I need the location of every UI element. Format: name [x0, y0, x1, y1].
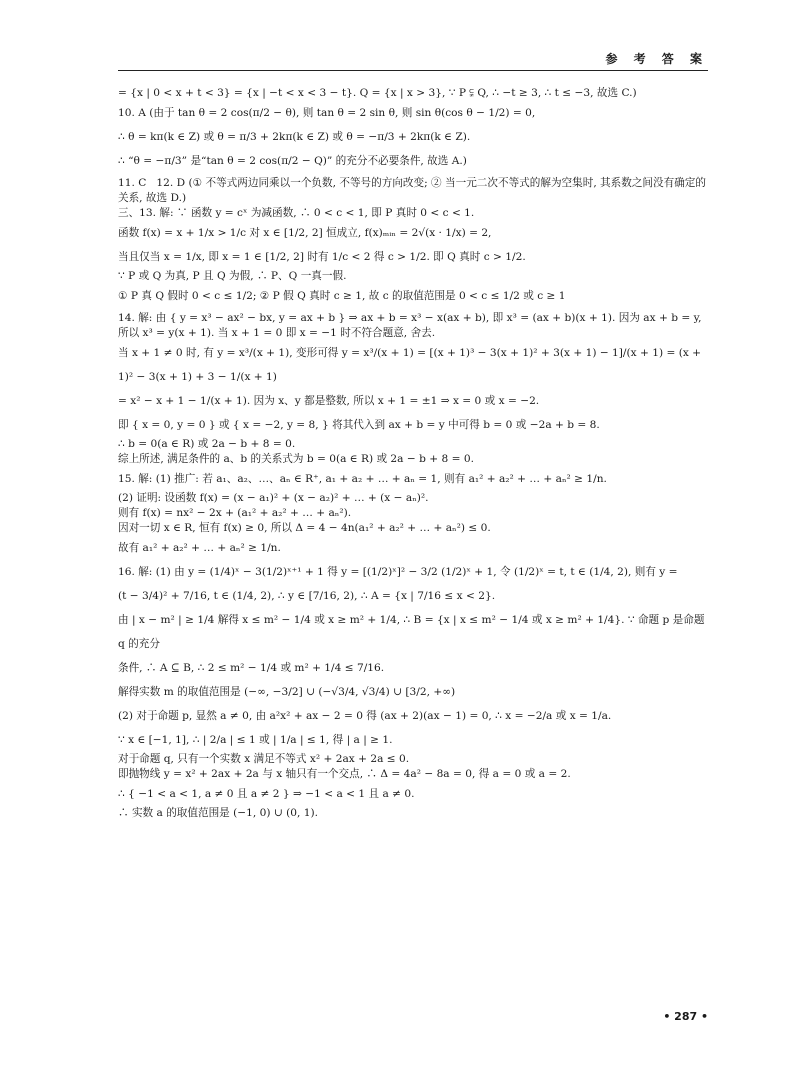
- text-line: 解得实数 m 的取值范围是 (−∞, −3/2] ∪ (−√3/4, √3/4) ∪ [3/2, +∞): [118, 686, 456, 698]
- text-line: 16. 解: (1) 由 y = (1/4)ˣ − 3(1/2)ˣ⁺¹ + 1 得 y = [(1/2)ˣ]² − 3/2 (1/2)ˣ + 1, 令 (1/2)ˣ = t, t ∈ (1/4, 2), 则有 y =: [118, 566, 678, 578]
- text-line: 15. 解: (1) 推广: 若 a₁、a₂、…、aₙ ∈ R⁺, a₁ + a₂ + … + aₙ = 1, 则有 a₁² + a₂² + … + aₙ² ≥ 1/n.: [118, 473, 607, 485]
- text-line: 则有 f(x) = nx² − 2x + (a₁² + a₂² + … + aₙ²).: [118, 507, 352, 519]
- text-line: 即 { x = 0, y = 0 } 或 { x = −2, y = 8, } 将其代入到 ax + b = y 中可得 b = 0 或 −2a + b = 8.: [118, 419, 600, 431]
- text-line: 对于命题 q, 只有一个实数 x 满足不等式 x² + 2ax + 2a ≤ 0.: [118, 753, 410, 765]
- text-line: 条件, ∴ A ⊆ B, ∴ 2 ≤ m² − 1/4 或 m² + 1/4 ≤ 7/16.: [118, 662, 385, 674]
- page-header: [118, 44, 708, 71]
- text-line: ∴ b = 0(a ∈ R) 或 2a − b + 8 = 0.: [118, 438, 296, 450]
- text-line: 三、13. 解: ∵ 函数 y = cˣ 为减函数, ∴ 0 < c < 1, 即 P 真时 0 < c < 1.: [118, 207, 475, 219]
- text-line: = x² − x + 1 − 1/(x + 1). 因为 x、y 都是整数, 所以 x + 1 = ±1 ⇒ x = 0 或 x = −2.: [118, 395, 540, 407]
- text-line: 故有 a₁² + a₂² + … + aₙ² ≥ 1/n.: [118, 542, 281, 554]
- text-line: 函数 f(x) = x + 1/x > 1/c 对 x ∈ [1/2, 2] 恒成立, f(x)ₘᵢₙ = 2√(x · 1/x) = 2,: [118, 227, 492, 239]
- page-number: • 287 •: [663, 1010, 708, 1023]
- text-line: (t − 3/4)² + 7/16, t ∈ (1/4, 2), ∴ y ∈ [7/16, 2), ∴ A = {x | 7/16 ≤ x < 2}.: [118, 590, 496, 602]
- text-line: 由 | x − m² | ≥ 1/4 解得 x ≤ m² − 1/4 或 x ≥ m² + 1/4, ∴ B = {x | x ≤ m² − 1/4 或 x ≥ m² + 1/4}. ∵ 命题 p 是命题 q 的充分: [118, 614, 708, 650]
- text-line: ∴ { −1 < a < 1, a ≠ 0 且 a ≠ 2 } ⇒ −1 < a < 1 且 a ≠ 0.: [118, 788, 415, 800]
- text-line: ∴ “θ = −π/3” 是“tan θ = 2 cos(π/2 − Q)” 的充分不必要条件, 故选 A.): [118, 155, 467, 167]
- text-line: 10. A (由于 tan θ = 2 cos(π/2 − θ), 则 tan θ = 2 sin θ, 则 sin θ(cos θ − 1/2) = 0,: [118, 107, 536, 119]
- text-line: (2) 证明: 设函数 f(x) = (x − a₁)² + (x − a₂)² + … + (x − aₙ)².: [118, 492, 429, 504]
- text-line: 14. 解: 由 { y = x³ − ax² − bx, y = ax + b } ⇒ ax + b = x³ − x(ax + b), 即 x³ = (ax + b)(x + 1). 因为 ax + b = y, 所以 x³ = y(x + 1). 当 x + 1 = 0 即 x = −1 时不符合题意, 舍去.: [118, 312, 705, 339]
- text-line: ∴ θ = kπ(k ∈ Z) 或 θ = π/3 + 2kπ(k ∈ Z) 或 θ = −π/3 + 2kπ(k ∈ Z).: [118, 131, 471, 143]
- text-line: ① P 真 Q 假时 0 < c ≤ 1/2; ② P 假 Q 真时 c ≥ 1, 故 c 的取值范围是 0 < c ≤ 1/2 或 c ≥ 1: [118, 290, 566, 302]
- text-line: 11. C 12. D (① 不等式两边同乘以一个负数, 不等号的方向改变; ② 当一元二次不等式的解为空集时, 其系数之间没有确定的关系, 故选 D.): [118, 177, 706, 204]
- answer-body: [118, 86, 708, 821]
- text-line: (2) 对于命题 p, 显然 a ≠ 0, 由 a²x² + ax − 2 = 0 得 (ax + 2)(ax − 1) = 0, ∴ x = −2/a 或 x = 1/a.: [118, 710, 612, 722]
- text-line: ∵ P 或 Q 为真, P 且 Q 为假, ∴ P、Q 一真一假.: [118, 270, 347, 282]
- text-line: = {x | 0 < x + t < 3} = {x | −t < x < 3 − t}. Q = {x | x > 3}, ∵ P ⫋ Q, ∴ −t ≥ 3, ∴ t ≤ −3, 故选 C.): [118, 87, 637, 99]
- text-line: ∴ 实数 a 的取值范围是 (−1, 0) ∪ (0, 1).: [118, 807, 318, 819]
- text-line: 当 x + 1 ≠ 0 时, 有 y = x³/(x + 1), 变形可得 y = x³/(x + 1) = [(x + 1)³ − 3(x + 1)² + 3(x + 1) − 1]/(x + 1) = (x + 1)² − 3(x + 1) + 3 − 1/(x + 1): [118, 347, 705, 383]
- text-line: ∵ x ∈ [−1, 1], ∴ | 2/a | ≤ 1 或 | 1/a | ≤ 1, 得 | a | ≥ 1.: [118, 734, 393, 746]
- text-line: 即抛物线 y = x² + 2ax + 2a 与 x 轴只有一个交点, ∴ Δ = 4a² − 8a = 0, 得 a = 0 或 a = 2.: [118, 768, 571, 780]
- section-title: 参 考 答 案: [605, 52, 708, 66]
- text-line: 因对一切 x ∈ R, 恒有 f(x) ≥ 0, 所以 Δ = 4 − 4n(a₁² + a₂² + … + aₙ²) ≤ 0.: [118, 522, 491, 534]
- text-line: 当且仅当 x = 1/x, 即 x = 1 ∈ [1/2, 2] 时有 1/c < 2 得 c > 1/2. 即 Q 真时 c > 1/2.: [118, 251, 526, 263]
- text-line: 综上所述, 满足条件的 a、b 的关系式为 b = 0(a ∈ R) 或 2a − b + 8 = 0.: [118, 453, 474, 465]
